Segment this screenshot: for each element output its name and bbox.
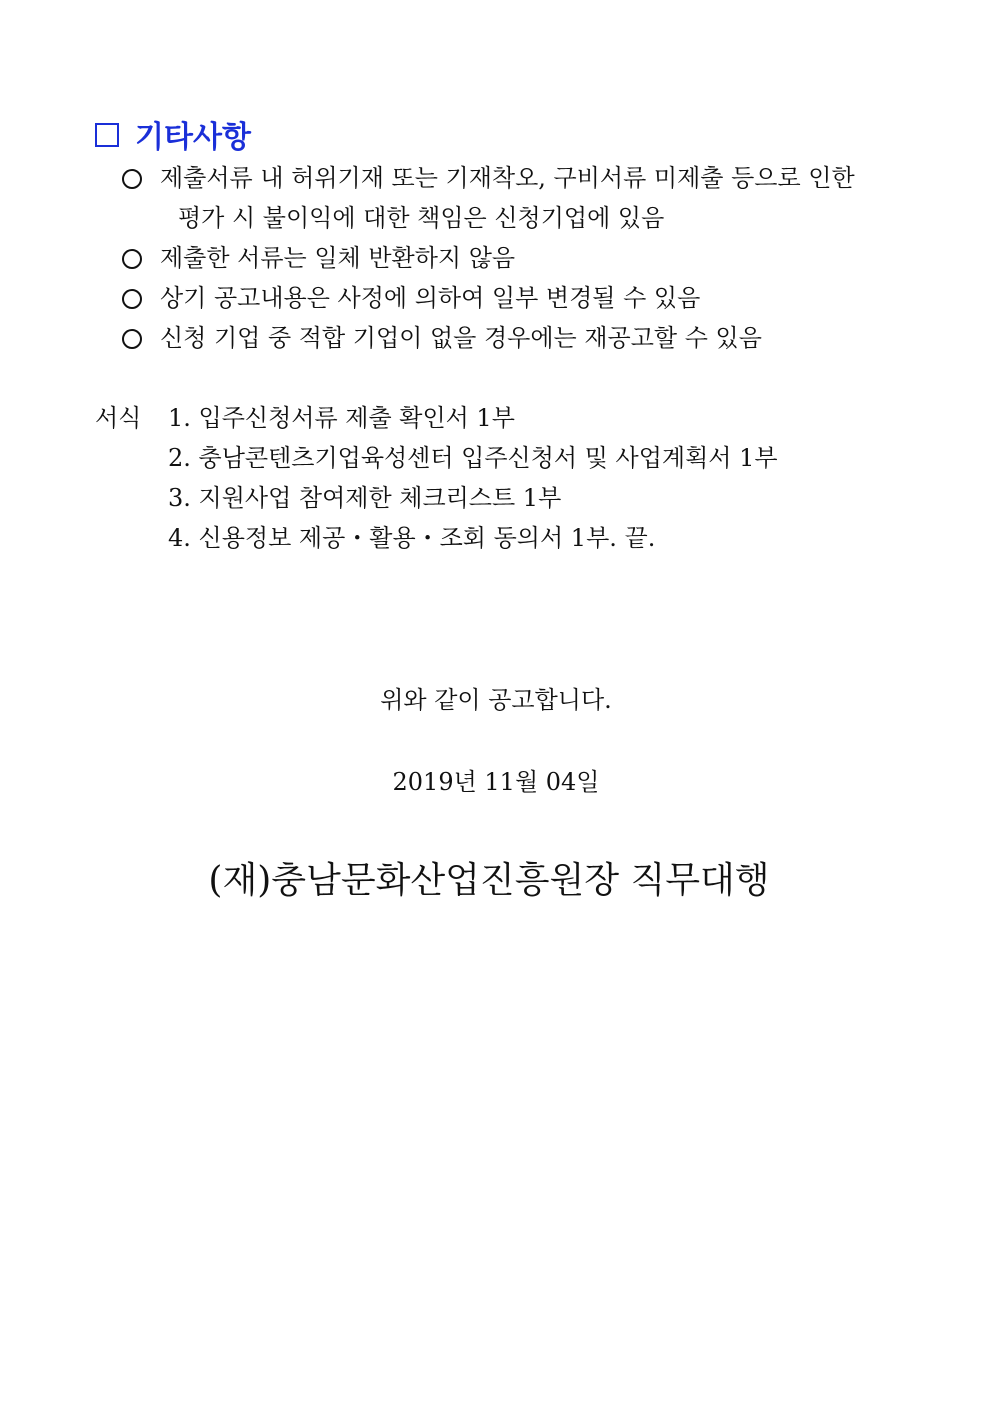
circle-bullet-icon (122, 289, 142, 309)
section-heading-text: 기타사항 (135, 120, 251, 155)
list-item-text: 제출한 서류는 일체 반환하지 않음 (160, 244, 516, 272)
signer-title: (재)충남문화산업진흥원장 직무대행 (208, 860, 770, 901)
list-item-text: 평가 시 불이익에 대한 책임은 신청기업에 있음 (178, 204, 665, 232)
forms-label: 서식 (95, 404, 142, 432)
list-item (118, 158, 918, 238)
announcement-date: 2019년 11월 04일 (392, 768, 600, 796)
list-item (118, 278, 918, 318)
forms-list (168, 398, 778, 558)
form-item: 4. 신용정보 제공・활용・조회 동의서 1부. 끝. (168, 524, 656, 552)
form-item: 2. 충남콘텐츠기업육성센터 입주신청서 및 사업계획서 1부 (168, 444, 778, 472)
circle-bullet-icon (122, 169, 142, 189)
list-item-text: 상기 공고내용은 사정에 의하여 일부 변경될 수 있음 (160, 284, 701, 312)
form-item: 1. 입주신청서류 제출 확인서 1부 (168, 404, 515, 432)
circle-bullet-icon (122, 329, 142, 349)
circle-bullet-icon (122, 249, 142, 269)
list-item (118, 238, 918, 278)
section-heading (95, 112, 251, 156)
list-item-text: 신청 기업 중 적합 기업이 없을 경우에는 재공고할 수 있음 (160, 324, 762, 352)
notice-list (118, 158, 918, 358)
square-bullet-icon (95, 123, 119, 147)
closing-statement: 위와 같이 공고합니다. (380, 686, 612, 714)
list-item (118, 318, 918, 358)
form-item: 3. 지원사업 참여제한 체크리스트 1부 (168, 484, 562, 512)
list-item-text: 제출서류 내 허위기재 또는 기재착오, 구비서류 미제출 등으로 인한 (160, 164, 855, 192)
